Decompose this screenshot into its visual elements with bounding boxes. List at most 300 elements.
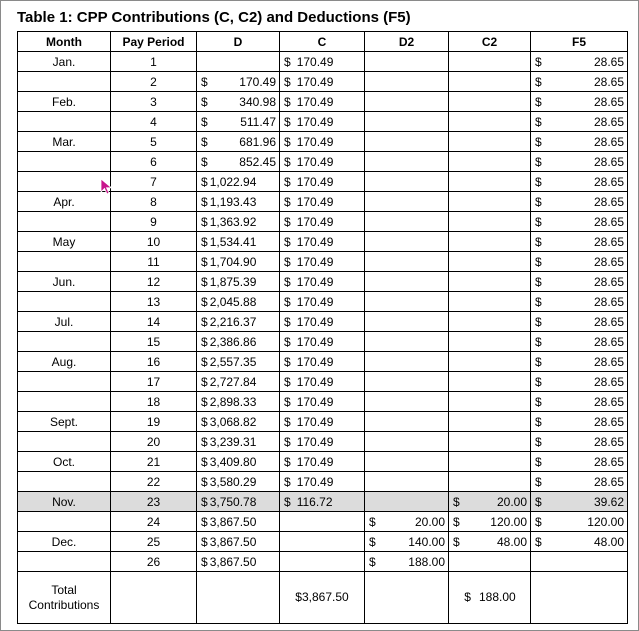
c-value: 170.49: [296, 334, 334, 349]
d-cell: $ 3,409.80: [197, 452, 280, 472]
c-value: 170.49: [296, 114, 334, 129]
month-cell: Jun.: [18, 272, 111, 292]
d-value: 2,898.33: [209, 394, 257, 409]
col-header-c: C: [280, 32, 365, 52]
d-cell: [197, 52, 280, 72]
c2-cell: [449, 372, 531, 392]
c-value: 170.49: [296, 174, 334, 189]
pay-period-cell: 9: [111, 212, 197, 232]
c-cell: $ 116.72: [280, 492, 365, 512]
month-cell: [18, 552, 111, 572]
month-cell: Jan.: [18, 52, 111, 72]
pay-period-cell: 7: [111, 172, 197, 192]
c2-cell: [449, 452, 531, 472]
c-cell: $ 170.49: [280, 192, 365, 212]
d-cell: $ 1,022.94: [197, 172, 280, 192]
d-value: 2,045.88: [209, 294, 257, 309]
d-cell: $ 3,867.50: [197, 552, 280, 572]
pay-period-cell: 11: [111, 252, 197, 272]
c-cell: $ 170.49: [280, 412, 365, 432]
pay-period-cell: 19: [111, 412, 197, 432]
d2-cell: [365, 312, 449, 332]
f5-cell: $ 28.65: [531, 252, 628, 272]
month-cell: Jul.: [18, 312, 111, 332]
d-value: 1,704.90: [209, 254, 257, 269]
d2-cell: [365, 292, 449, 312]
table-row: [18, 492, 628, 512]
c2-cell: [449, 412, 531, 432]
total-d2-cell: [365, 572, 449, 624]
c-cell: $ 170.49: [280, 72, 365, 92]
pay-period-cell: 18: [111, 392, 197, 412]
c-cell: $ 170.49: [280, 312, 365, 332]
d-value: 681.96: [239, 134, 276, 149]
f5-cell: $ 28.65: [531, 452, 628, 472]
col-header-c2: C2: [449, 32, 531, 52]
total-f5-cell: [531, 572, 628, 624]
f5-cell: $ 28.65: [531, 172, 628, 192]
pay-period-cell: 26: [111, 552, 197, 572]
d-cell: $ 1,363.92: [197, 212, 280, 232]
c2-cell: [449, 132, 531, 152]
c-cell: $ 170.49: [280, 212, 365, 232]
c-cell: [280, 552, 365, 572]
d-value: 1,022.94: [209, 174, 257, 189]
pay-period-cell: 24: [111, 512, 197, 532]
pay-period-cell: 23: [111, 492, 197, 512]
month-cell: Aug.: [18, 352, 111, 372]
d-cell: $ 3,580.29: [197, 472, 280, 492]
d2-cell: [365, 432, 449, 452]
f5-cell: $ 28.65: [531, 132, 628, 152]
total-d-cell: [197, 572, 280, 624]
c2-value: 20.00: [496, 494, 527, 509]
month-cell: Dec.: [18, 532, 111, 552]
d-cell: $ 2,386.86: [197, 332, 280, 352]
c2-cell: [449, 52, 531, 72]
d-cell: $ 3,867.50: [197, 532, 280, 552]
month-cell: [18, 172, 111, 192]
c2-cell: [449, 212, 531, 232]
table-row: [18, 432, 628, 452]
d-cell: $ 3,750.78: [197, 492, 280, 512]
month-cell: Oct.: [18, 452, 111, 472]
pay-period-cell: 17: [111, 372, 197, 392]
c2-cell: [449, 292, 531, 312]
f5-value: 39.62: [593, 494, 624, 509]
d-value: 511.47: [240, 114, 276, 129]
header-row: [18, 32, 628, 52]
c-value: 170.49: [296, 134, 334, 149]
table-row: [18, 472, 628, 492]
c2-cell: [449, 352, 531, 372]
month-cell: [18, 152, 111, 172]
c-cell: $ 170.49: [280, 232, 365, 252]
c-cell: $ 170.49: [280, 252, 365, 272]
table-row: [18, 532, 628, 552]
c-cell: [280, 532, 365, 552]
month-cell: Apr.: [18, 192, 111, 212]
f5-cell: $ 28.65: [531, 92, 628, 112]
col-header-pay-period: Pay Period: [111, 32, 197, 52]
month-cell: [18, 252, 111, 272]
d-cell: $ 170.49: [197, 72, 280, 92]
d2-cell: [365, 152, 449, 172]
f5-cell: $ 28.65: [531, 152, 628, 172]
c-value: 170.49: [296, 54, 334, 69]
c2-cell: [449, 252, 531, 272]
d-value: 3,239.31: [209, 434, 257, 449]
pay-period-cell: 2: [111, 72, 197, 92]
col-header-f5: F5: [531, 32, 628, 52]
c2-cell: [449, 552, 531, 572]
c-value: 170.49: [296, 354, 334, 369]
month-cell: [18, 392, 111, 412]
cpp-table: [17, 31, 628, 624]
pay-period-cell: 6: [111, 152, 197, 172]
f5-value: 28.65: [593, 194, 624, 209]
c2-value: 48.00: [496, 534, 527, 549]
c-cell: $ 170.49: [280, 372, 365, 392]
f5-cell: $ 39.62: [531, 492, 628, 512]
col-header-d2: D2: [365, 32, 449, 52]
c2-cell: [449, 472, 531, 492]
month-cell: May: [18, 232, 111, 252]
d-value: 1,363.92: [209, 214, 257, 229]
d-cell: $ 511.47: [197, 112, 280, 132]
pay-period-cell: 16: [111, 352, 197, 372]
f5-value: 28.65: [593, 394, 624, 409]
d2-cell: [365, 372, 449, 392]
d-cell: $ 2,557.35: [197, 352, 280, 372]
table-row: [18, 252, 628, 272]
c2-cell: $ 20.00: [449, 492, 531, 512]
d2-cell: [365, 232, 449, 252]
f5-value: 120.00: [587, 514, 624, 529]
d2-cell: [365, 192, 449, 212]
d2-cell: [365, 112, 449, 132]
c-cell: [280, 512, 365, 532]
c2-cell: [449, 432, 531, 452]
c-cell: $ 170.49: [280, 172, 365, 192]
table-row: [18, 452, 628, 472]
d-value: 2,727.84: [209, 374, 257, 389]
month-cell: Sept.: [18, 412, 111, 432]
c-value: 170.49: [296, 374, 334, 389]
f5-value: 28.65: [593, 134, 624, 149]
f5-value: 48.00: [593, 534, 624, 549]
c2-cell: [449, 272, 531, 292]
c-cell: $ 170.49: [280, 392, 365, 412]
month-cell: [18, 72, 111, 92]
table-row: [18, 352, 628, 372]
pay-period-cell: 3: [111, 92, 197, 112]
c2-cell: [449, 332, 531, 352]
table-row: [18, 152, 628, 172]
c2-cell: $ 48.00: [449, 532, 531, 552]
d2-cell: [365, 392, 449, 412]
month-cell: [18, 292, 111, 312]
pay-period-cell: 4: [111, 112, 197, 132]
d2-cell: $ 188.00: [365, 552, 449, 572]
table-row: [18, 312, 628, 332]
d-value: 3,750.78: [209, 494, 257, 509]
c2-cell: [449, 112, 531, 132]
f5-cell: $ 28.65: [531, 312, 628, 332]
f5-cell: $ 28.65: [531, 192, 628, 212]
d-value: 3,580.29: [209, 474, 257, 489]
pay-period-cell: 21: [111, 452, 197, 472]
table-row: [18, 392, 628, 412]
month-cell: [18, 112, 111, 132]
f5-value: 28.65: [593, 354, 624, 369]
f5-cell: $ 28.65: [531, 412, 628, 432]
table-row: [18, 112, 628, 132]
c2-cell: $ 120.00: [449, 512, 531, 532]
c-value: 170.49: [296, 454, 334, 469]
d2-cell: $ 140.00: [365, 532, 449, 552]
f5-cell: $ 28.65: [531, 392, 628, 412]
f5-value: 28.65: [593, 94, 624, 109]
d-cell: $ 1,193.43: [197, 192, 280, 212]
c-value: 170.49: [296, 94, 334, 109]
table-row: [18, 72, 628, 92]
c-value: 170.49: [296, 474, 334, 489]
c-value: 170.49: [296, 254, 334, 269]
c-cell: $ 170.49: [280, 132, 365, 152]
total-period-cell: [111, 572, 197, 624]
d-cell: $ 2,045.88: [197, 292, 280, 312]
d-cell: $ 852.45: [197, 152, 280, 172]
c-cell: $ 170.49: [280, 112, 365, 132]
d-value: 3,867.50: [209, 554, 257, 569]
f5-value: 28.65: [593, 374, 624, 389]
c-value: 170.49: [296, 74, 334, 89]
pay-period-cell: 25: [111, 532, 197, 552]
d-cell: $ 1,704.90: [197, 252, 280, 272]
d-cell: $ 2,898.33: [197, 392, 280, 412]
f5-cell: $ 120.00: [531, 512, 628, 532]
c2-cell: [449, 312, 531, 332]
table-row: [18, 92, 628, 112]
f5-value: 28.65: [593, 54, 624, 69]
c-value: 170.49: [296, 214, 334, 229]
pay-period-cell: 5: [111, 132, 197, 152]
d2-cell: [365, 132, 449, 152]
d2-value: 20.00: [414, 514, 445, 529]
f5-value: 28.65: [593, 254, 624, 269]
f5-cell: $ 48.00: [531, 532, 628, 552]
c-value: 170.49: [296, 294, 334, 309]
pay-period-cell: 13: [111, 292, 197, 312]
c-cell: $ 170.49: [280, 272, 365, 292]
f5-value: 28.65: [593, 174, 624, 189]
c-value: 170.49: [296, 274, 334, 289]
d-cell: $ 2,216.37: [197, 312, 280, 332]
d2-cell: [365, 172, 449, 192]
total-c: $3,867.50: [280, 572, 365, 624]
f5-value: 28.65: [593, 274, 624, 289]
total-label: Total Contributions: [18, 572, 111, 624]
d2-cell: [365, 492, 449, 512]
f5-value: 28.65: [593, 474, 624, 489]
d-cell: $ 2,727.84: [197, 372, 280, 392]
table-row: [18, 412, 628, 432]
c-cell: $ 170.49: [280, 152, 365, 172]
f5-cell: $ 28.65: [531, 292, 628, 312]
d2-cell: [365, 332, 449, 352]
pay-period-cell: 15: [111, 332, 197, 352]
col-header-d: D: [197, 32, 280, 52]
month-cell: [18, 472, 111, 492]
c-cell: $ 170.49: [280, 92, 365, 112]
d-cell: $ 1,875.39: [197, 272, 280, 292]
f5-value: 28.65: [593, 414, 624, 429]
c2-cell: [449, 392, 531, 412]
d2-cell: [365, 352, 449, 372]
pay-period-cell: 10: [111, 232, 197, 252]
col-header-month: Month: [18, 32, 111, 52]
d-cell: $ 3,068.82: [197, 412, 280, 432]
d2-cell: [365, 92, 449, 112]
c-value: 170.49: [296, 234, 334, 249]
table-row: [18, 332, 628, 352]
f5-value: 28.65: [593, 214, 624, 229]
table-row: [18, 132, 628, 152]
month-cell: [18, 512, 111, 532]
d2-cell: [365, 472, 449, 492]
d-value: 2,216.37: [209, 314, 257, 329]
c2-cell: [449, 172, 531, 192]
d-value: 3,867.50: [209, 534, 257, 549]
table-row: [18, 512, 628, 532]
c-cell: $ 170.49: [280, 352, 365, 372]
f5-cell: $ 28.65: [531, 352, 628, 372]
c-cell: $ 170.49: [280, 332, 365, 352]
d-cell: $ 3,239.31: [197, 432, 280, 452]
table-row: [18, 212, 628, 232]
d-value: 3,867.50: [209, 514, 257, 529]
d-cell: $ 340.98: [197, 92, 280, 112]
f5-value: 28.65: [593, 234, 624, 249]
c-value: 170.49: [296, 434, 334, 449]
c-cell: $ 170.49: [280, 472, 365, 492]
f5-cell: $ 28.65: [531, 332, 628, 352]
c2-cell: [449, 152, 531, 172]
d-value: 2,386.86: [209, 334, 257, 349]
f5-value: 28.65: [593, 434, 624, 449]
table-row: [18, 232, 628, 252]
d2-cell: [365, 272, 449, 292]
c-value: 170.49: [296, 394, 334, 409]
c-cell: $ 170.49: [280, 292, 365, 312]
c-value: 170.49: [296, 414, 334, 429]
month-cell: [18, 212, 111, 232]
f5-cell: $ 28.65: [531, 272, 628, 292]
pay-period-cell: 12: [111, 272, 197, 292]
d2-value: 140.00: [408, 534, 445, 549]
d2-cell: [365, 412, 449, 432]
d-value: 1,875.39: [209, 274, 257, 289]
d2-cell: [365, 452, 449, 472]
total-c2: $ 188.00: [449, 572, 531, 624]
f5-cell: $ 28.65: [531, 212, 628, 232]
d-value: 340.98: [239, 94, 276, 109]
d-value: 1,193.43: [209, 194, 257, 209]
f5-cell: $ 28.65: [531, 72, 628, 92]
pay-period-cell: 14: [111, 312, 197, 332]
c2-cell: [449, 232, 531, 252]
d-value: 3,068.82: [209, 414, 257, 429]
d-value: 1,534.41: [209, 234, 257, 249]
c-cell: $ 170.49: [280, 52, 365, 72]
d-value: 852.45: [239, 154, 276, 169]
pay-period-cell: 22: [111, 472, 197, 492]
d2-cell: [365, 72, 449, 92]
mouse-cursor-icon: [100, 178, 114, 196]
table-row: [18, 552, 628, 572]
c2-cell: [449, 72, 531, 92]
f5-cell: [531, 552, 628, 572]
f5-cell: $ 28.65: [531, 52, 628, 72]
table-row: [18, 292, 628, 312]
table-body: [18, 52, 628, 572]
f5-cell: $ 28.65: [531, 112, 628, 132]
pay-period-cell: 1: [111, 52, 197, 72]
month-cell: Feb.: [18, 92, 111, 112]
total-row: [18, 572, 628, 624]
d-value: 170.49: [239, 74, 276, 89]
c2-cell: [449, 192, 531, 212]
f5-value: 28.65: [593, 74, 624, 89]
c-cell: $ 170.49: [280, 432, 365, 452]
c-value: 116.72: [296, 494, 333, 509]
month-cell: [18, 332, 111, 352]
table-title: Table 1: CPP Contributions (C, C2) and Deductions (F5): [17, 9, 411, 26]
d-cell: $ 1,534.41: [197, 232, 280, 252]
d2-cell: [365, 212, 449, 232]
table-row: [18, 372, 628, 392]
c-value: 170.49: [296, 314, 334, 329]
f5-cell: $ 28.65: [531, 432, 628, 452]
pay-period-cell: 8: [111, 192, 197, 212]
table-row: [18, 52, 628, 72]
f5-cell: $ 28.65: [531, 232, 628, 252]
d2-value: 188.00: [408, 554, 445, 569]
f5-value: 28.65: [593, 114, 624, 129]
c-cell: $ 170.49: [280, 452, 365, 472]
pay-period-cell: 20: [111, 432, 197, 452]
month-cell: [18, 432, 111, 452]
d2-cell: [365, 252, 449, 272]
f5-value: 28.65: [593, 454, 624, 469]
f5-cell: $ 28.65: [531, 372, 628, 392]
month-cell: Nov.: [18, 492, 111, 512]
month-cell: [18, 372, 111, 392]
month-cell: Mar.: [18, 132, 111, 152]
c2-value: 120.00: [490, 514, 527, 529]
c2-cell: [449, 92, 531, 112]
d-cell: $ 3,867.50: [197, 512, 280, 532]
f5-value: 28.65: [593, 334, 624, 349]
d2-cell: [365, 52, 449, 72]
c-value: 170.49: [296, 154, 334, 169]
c-value: 170.49: [296, 194, 334, 209]
d-cell: $ 681.96: [197, 132, 280, 152]
d-value: 3,409.80: [209, 454, 257, 469]
table-row: [18, 272, 628, 292]
f5-value: 28.65: [593, 154, 624, 169]
